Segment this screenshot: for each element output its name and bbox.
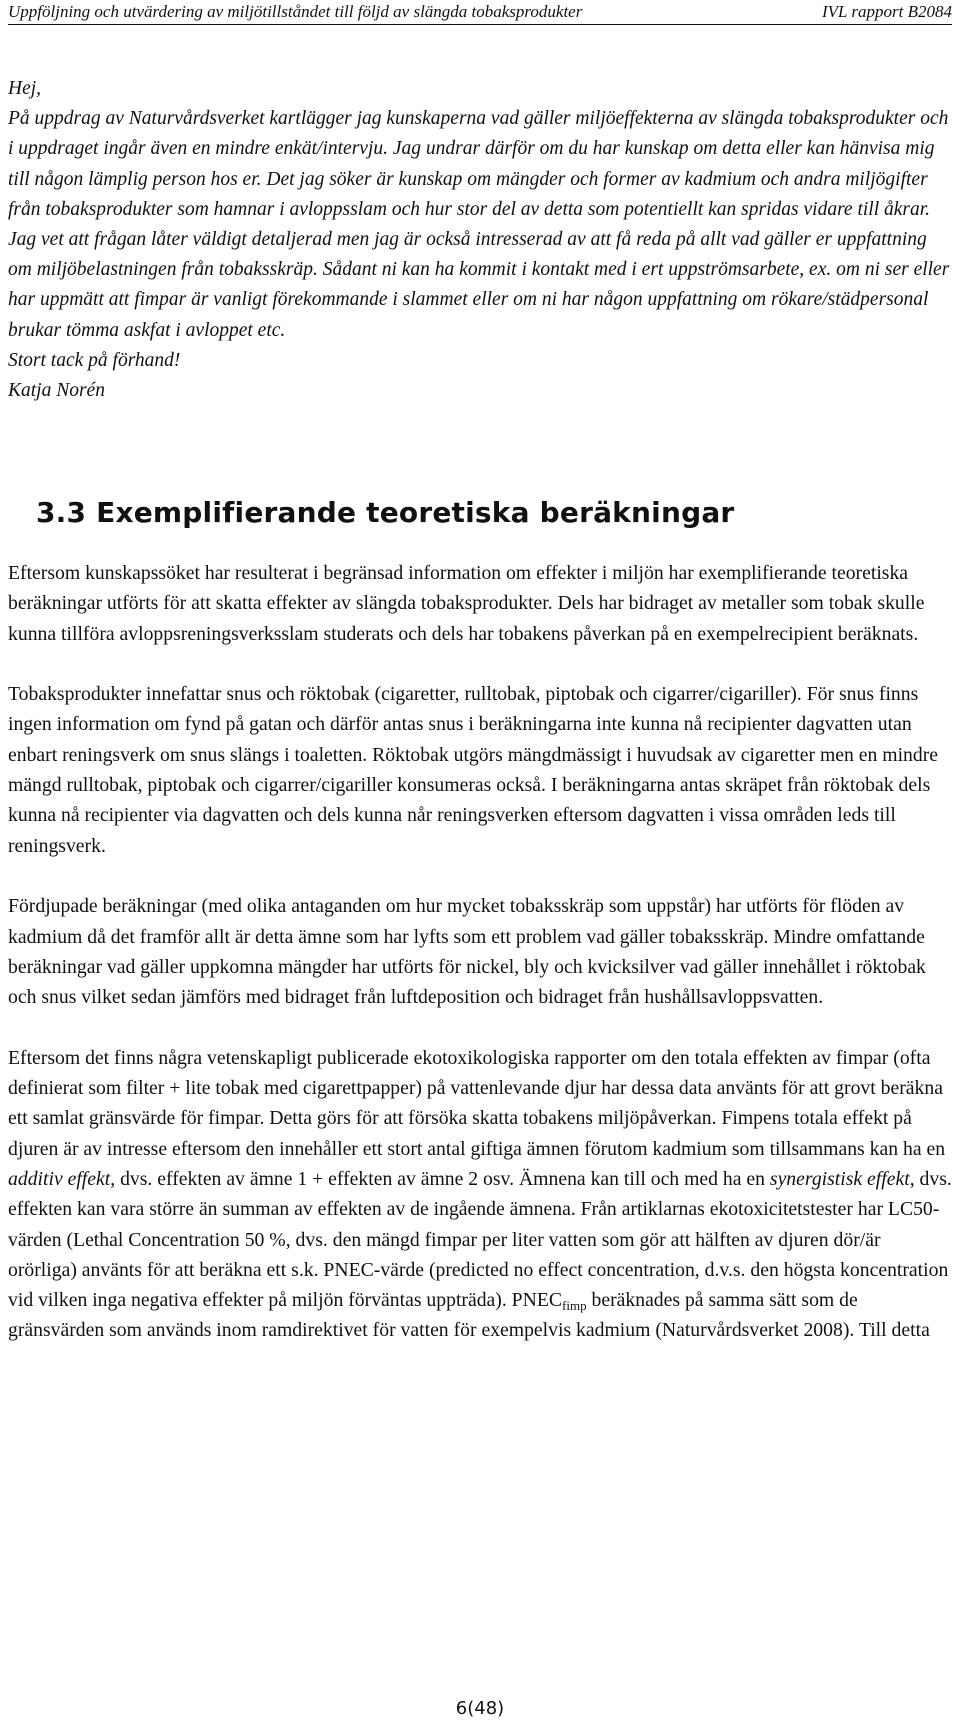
running-header bbox=[8, 0, 952, 25]
quoted-letter bbox=[8, 74, 953, 406]
letter-body: På uppdrag av Naturvårdsverket kartlägger jag kunskaperna vad gäller miljöeffekterna av slängda tobaksprodukter och i uppdraget ingår även en mindre enkät/intervju. Jag undrar därför om du har kunskap om detta eller kan hänvisa mig till någon lämplig person hos er. Det jag söker är kunskap om mängder och former av kadmium och andra miljögifter från tobaksprodukter som hamnar i avloppsslam och hur stor del av detta som potentiellt kan spridas vidare till åkrar. Jag vet att frågan låter väldigt detaljerad men jag är också intresserad av att få reda på allt vad gäller er uppfattning om miljöbelastningen från tobaksskräp. Sådant ni kan ha kommit i kontakt med i ert uppströmsarbete, ex. om ni ser eller har uppmätt att fimpar är vanligt förekommande i slammet eller om ni har någon uppfattning om rökare/städpersonal brukar tömma askfat i avloppet etc. bbox=[8, 108, 950, 341]
pnec-subscript: fimp bbox=[562, 1298, 587, 1314]
letter-greeting: Hej, bbox=[8, 78, 42, 99]
paragraph-1: Eftersom kunskapssöket har resulterat i begränsad information om effekter i miljön har exemplifierande teoretiska beräkningar utförts för att skatta effekter av slängda tobaksprodukter. Dels har bidraget av metaller som tobak skulle kunna tillföra avloppsreningsverksslam studerats och dels har tobakens påverkan på en exempelrecipient beräknats. bbox=[8, 562, 925, 645]
section-heading: 3.3 Exemplifierande teoretiska beräkningar bbox=[36, 496, 735, 529]
paragraph-4 bbox=[8, 1043, 953, 1346]
letter-signature: Katja Norén bbox=[8, 380, 105, 402]
paragraph-4-part-d: beräknades på samma sätt som de gränsvärden som används inom ramdirektivet för vatten för exempelvis kadmium (Naturvårdsverket 2008). Till detta bbox=[8, 1289, 930, 1342]
paragraph-4-part-b: , dvs. effekten av ämne 1 + effekten av ämne 2 osv. Ämnena kan till och med ha en bbox=[110, 1167, 770, 1190]
additive-effect-term: additiv effekt bbox=[8, 1167, 111, 1190]
synergistic-effect-term: synergistisk effekt bbox=[769, 1167, 910, 1190]
section-body bbox=[8, 558, 953, 1346]
page-number: 6(48) bbox=[455, 1698, 505, 1719]
paragraph-4-part-c: , dvs. effekten kan vara större än summan av effekten av de ingående ämnena. Från artiklarnas ekotoxicitetstester har LC50-värden (Lethal Concentration 50 %, dvs. den mängd fimpar per liter vatten som gör att hälften av djuren dör/är orörliga) använts för att beräkna ett s.k. PNEC-värde (predicted no effect concentration, d.v.s. den högsta koncentration vid vilken inga negativa effekter på miljön förväntas uppträda). PNEC bbox=[8, 1167, 952, 1312]
paragraph-2: Tobaksprodukter innefattar snus och röktobak (cigaretter, rulltobak, piptobak och cigarrer/cigariller). För snus finns ingen information om fynd på gatan och därför antas snus i beräkningarna inte kunna nå recipienter dagvatten utan enbart reningsverk om snus slängs i toaletten. Röktobak utgörs mängdmässigt i huvudsak av cigaretter men en mindre mängd rulltobak, piptobak och cigarrer/cigariller konsumeras också. I beräkningarna antas skräpet från röktobak dels kunna nå recipienter via dagvatten och dels kunna når reningsverken eftersom dagvatten i vissa områden leds till reningsverk. bbox=[8, 683, 939, 857]
header-title: Uppföljning och utvärdering av miljötillståndet till följd av slängda tobaksprodukter bbox=[8, 2, 583, 21]
header-report-number: IVL rapport B2084 bbox=[821, 2, 952, 21]
letter-thanks: Stort tack på förhand! bbox=[8, 349, 181, 371]
paragraph-3: Fördjupade beräkningar (med olika antaganden om hur mycket tobaksskräp som uppstår) har utförts för flöden av kadmium då det framför allt är detta ämne som har lyfts som ett problem vad gäller tobaksskräp. Mindre omfattande beräkningar vad gäller uppkomna mängder har utförts för nickel, bly och kvicksilver vad gäller innehållet i röktobak och snus vilket sedan jämförs med bidraget från luftdeposition och bidraget från hushållsavloppsvatten. bbox=[8, 895, 926, 1009]
paragraph-4-part-a: Eftersom det finns några vetenskapligt publicerade ekotoxikologiska rapporter om den totala effekten av fimpar (ofta definierat som filter + lite tobak med cigarettpapper) på vattenlevande djur har dessa data använts för att grovt beräkna ett samlat gränsvärde för fimpar. Detta görs för att försöka skatta tobakens miljöpåverkan. Fimpens totala effekt på djuren är av intresse eftersom den innehåller ett stort antal giftiga ämnen förutom kadmium som tillsammans kan ha en bbox=[8, 1046, 946, 1160]
